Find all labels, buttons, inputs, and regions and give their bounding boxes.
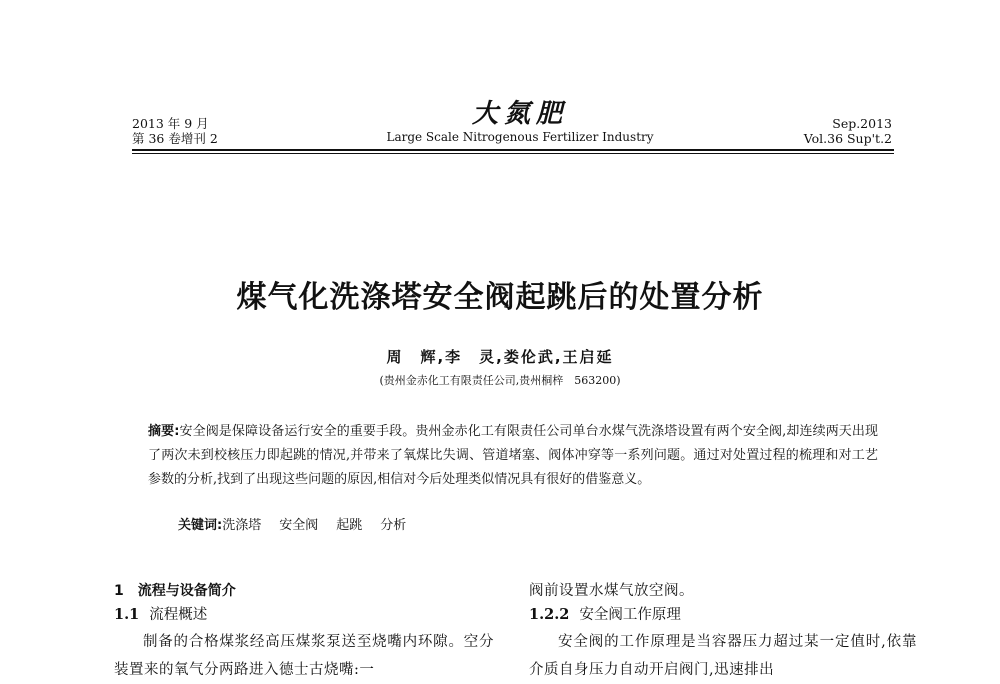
body-paragraph: 制备的合格煤浆经高压煤浆泵送至烧嘴内环隙。空分装置来的氧气分两路进入德士古烧嘴:一: [114, 634, 494, 678]
subsection-number: 1.1: [114, 606, 140, 623]
subsection-number: 1.2.2: [529, 606, 570, 623]
subsection-title: 流程概述: [149, 607, 208, 623]
volume-issue: 第 36 卷增刊 2: [132, 131, 218, 146]
volume-issue-en: Vol.36 Sup't.2: [803, 131, 892, 146]
journal-english-name: Large Scale Nitrogenous Fertilizer Industry: [386, 130, 654, 144]
abstract-label: 摘要:: [148, 424, 180, 439]
header-rule-thin: [132, 153, 894, 154]
abstract-text: 安全阀是保障设备运行安全的重要手段。贵州金赤化工有限责任公司单台水煤气洗涤塔设置有两个安全阀,却连续两天出现了两次未到校核压力即起跳的情况,并带来了氧煤比失调、管道堵塞、阀体冲穿等一系列问题。通过对处置过程的梳理和对工艺参数的分析,找到了出现这些问题的原因,相信对今后处理类似情况具有很好的借鉴意义。: [148, 424, 878, 487]
journal-masthead: [380, 100, 660, 144]
article-authors: 周 辉,李 灵,娄伦武,王启延: [386, 348, 614, 366]
article-title: 煤气化洗涤塔安全阀起跳后的处置分析: [236, 280, 764, 315]
keyword: 起跳: [336, 518, 363, 533]
header-right: [804, 116, 892, 146]
subsection-title: 安全阀工作原理: [579, 607, 681, 623]
journal-logo: 大氮肥: [471, 99, 568, 129]
keyword: 安全阀: [279, 518, 319, 533]
keywords-label: 关键词:: [178, 518, 223, 533]
keywords: [178, 516, 424, 536]
subsection-heading: [529, 602, 917, 628]
body-paragraph: 阀前设置水煤气放空阀。: [529, 583, 694, 599]
author-affiliation: (贵州金赤化工有限责任公司,贵州桐梓 563200): [379, 374, 621, 387]
body-paragraph: 安全阀的工作原理是当容器压力超过某一定值时,依靠介质自身压力自动开启阀门,迅速排出: [529, 634, 917, 678]
header-rule-thick: [132, 149, 894, 151]
header-left: [132, 116, 218, 146]
body-column-left: [114, 580, 494, 684]
subsection-heading: [114, 602, 494, 628]
section-heading: 1 流程与设备简介: [114, 583, 236, 599]
issue-date-en: Sep.2013: [832, 116, 892, 131]
body-column-right: [529, 580, 917, 684]
keyword: 洗涤塔: [222, 518, 262, 533]
keyword: 分析: [380, 518, 407, 533]
abstract: [148, 420, 878, 492]
issue-date: 2013 年 9 月: [132, 116, 209, 131]
